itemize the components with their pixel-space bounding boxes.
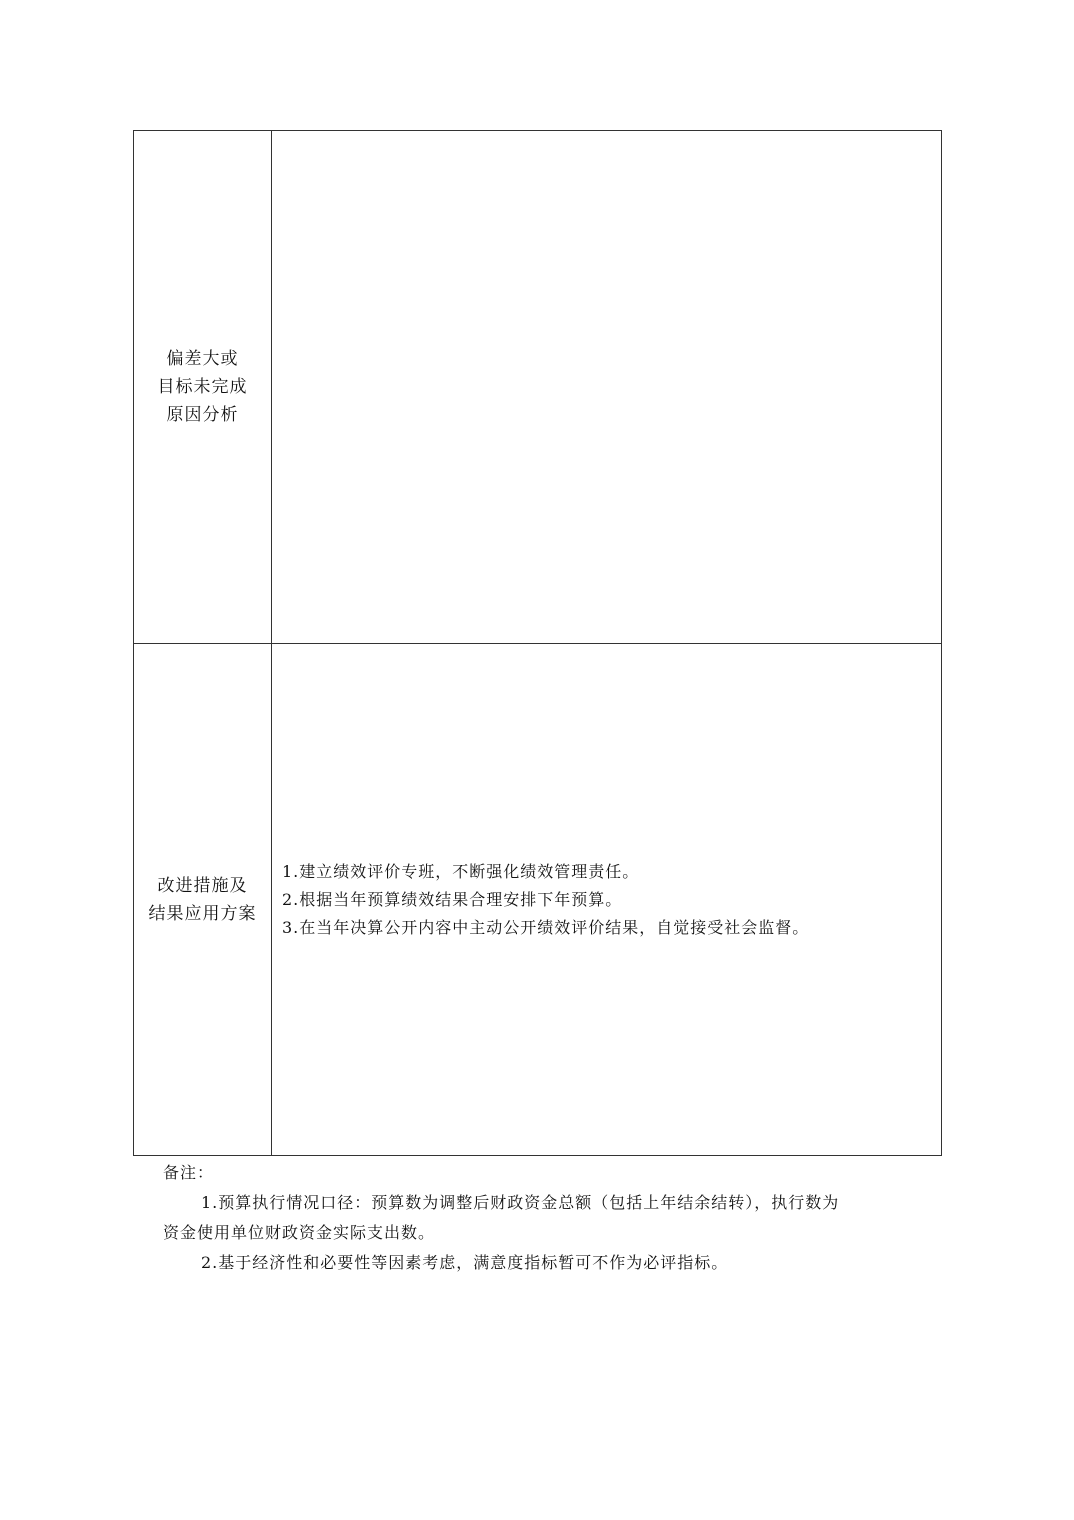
- label-line: 目标未完成: [157, 377, 248, 397]
- measure-item: 3.在当年决算公开内容中主动公开绩效评价结果，自觉接受社会监督。: [282, 917, 810, 937]
- deviation-analysis-content: [272, 131, 941, 643]
- label-line: 结果应用方案: [148, 903, 257, 924]
- evaluation-form-table: [133, 130, 942, 1156]
- improvement-measures-content: [272, 644, 941, 1155]
- notes-section: [163, 1158, 923, 1278]
- label-line: 原因分析: [166, 405, 239, 425]
- measure-item: 1.建立绩效评价专班，不断强化绩效管理责任。: [282, 861, 640, 881]
- notes-title: 备注：: [163, 1163, 215, 1182]
- deviation-analysis-label: [134, 131, 272, 643]
- note-item-1-line-2: 资金使用单位财政资金实际支出数。: [163, 1223, 436, 1242]
- deviation-analysis-row: [134, 131, 941, 644]
- note-item-2: 2.基于经济性和必要性等因素考虑，满意度指标暂可不作为必评指标。: [201, 1253, 729, 1272]
- improvement-measures-label: [134, 644, 272, 1155]
- label-line: 偏差大或: [166, 349, 239, 369]
- improvement-measures-row: [134, 644, 941, 1155]
- note-item-1-line-1: 1.预算执行情况口径：预算数为调整后财政资金总额（包括上年结余结转），执行数为: [201, 1193, 840, 1212]
- label-line: 改进措施及: [157, 875, 248, 896]
- measure-item: 2.根据当年预算绩效结果合理安排下年预算。: [282, 889, 623, 909]
